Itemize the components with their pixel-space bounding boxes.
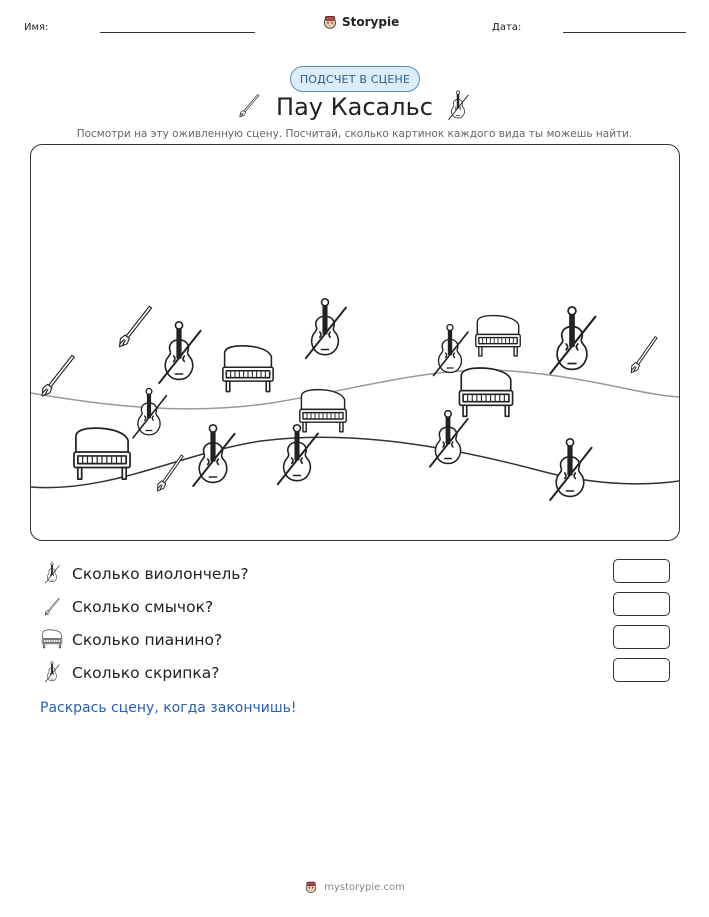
question-4-text: Сколько скрипка? [72, 664, 220, 682]
question-2 [40, 595, 213, 619]
bow-3 [628, 335, 659, 375]
bow-2 [116, 304, 154, 349]
question-4 [40, 661, 220, 685]
piano-3 [459, 368, 512, 416]
answer-box-4[interactable] [613, 658, 670, 682]
brand-name: Storypie [342, 15, 400, 29]
instructions: Посмотри на эту оживленную сцену. Посчитай, сколько картинок каждого вида ты можешь найти. [76, 128, 633, 140]
violin-3 [434, 325, 469, 376]
date-line[interactable] [563, 32, 686, 33]
violin-icon [442, 90, 474, 124]
answer-box-2[interactable] [613, 592, 670, 616]
date-label: Дата: [492, 22, 522, 33]
site-footer [0, 880, 709, 894]
piano-5 [74, 428, 130, 479]
bow-4 [155, 454, 186, 494]
name-label: Имя: [24, 22, 49, 33]
violin-5 [133, 388, 166, 437]
answer-box-3[interactable] [613, 625, 670, 649]
violin-8 [430, 411, 468, 467]
violin-9 [550, 439, 591, 500]
answer-box-1[interactable] [613, 559, 670, 583]
page-title: Пау Касальс [276, 93, 433, 121]
question-1 [40, 562, 249, 586]
question-3 [40, 628, 222, 652]
violin-7 [278, 425, 318, 485]
piano-2 [476, 316, 520, 356]
back-hill-line [31, 370, 679, 409]
activity-badge: ПОДСЧЕТ В СЦЕНЕ [290, 66, 420, 92]
mascot-icon [322, 14, 338, 30]
question-1-text: Сколько виолончель? [72, 565, 249, 583]
question-3-text: Сколько пианино? [72, 631, 223, 649]
site-url[interactable]: mystorypie.com [324, 881, 405, 893]
piano-1 [223, 346, 273, 392]
cello-icon [40, 562, 64, 586]
bow-icon [40, 595, 64, 619]
violin-1 [159, 322, 200, 383]
coloring-note: Раскрась сцену, когда закончишь! [40, 700, 297, 716]
counting-scene [30, 144, 680, 541]
bow-1 [39, 354, 77, 399]
name-line[interactable] [100, 32, 255, 33]
violin-icon [40, 661, 64, 685]
brand-logo [322, 14, 399, 30]
piano-4 [300, 390, 346, 432]
violin-4 [551, 307, 596, 373]
violin-2 [306, 299, 346, 359]
mascot-icon [304, 880, 318, 894]
piano-icon [40, 628, 64, 652]
scene-illustration [31, 145, 679, 540]
question-2-text: Сколько смычок? [72, 598, 214, 616]
